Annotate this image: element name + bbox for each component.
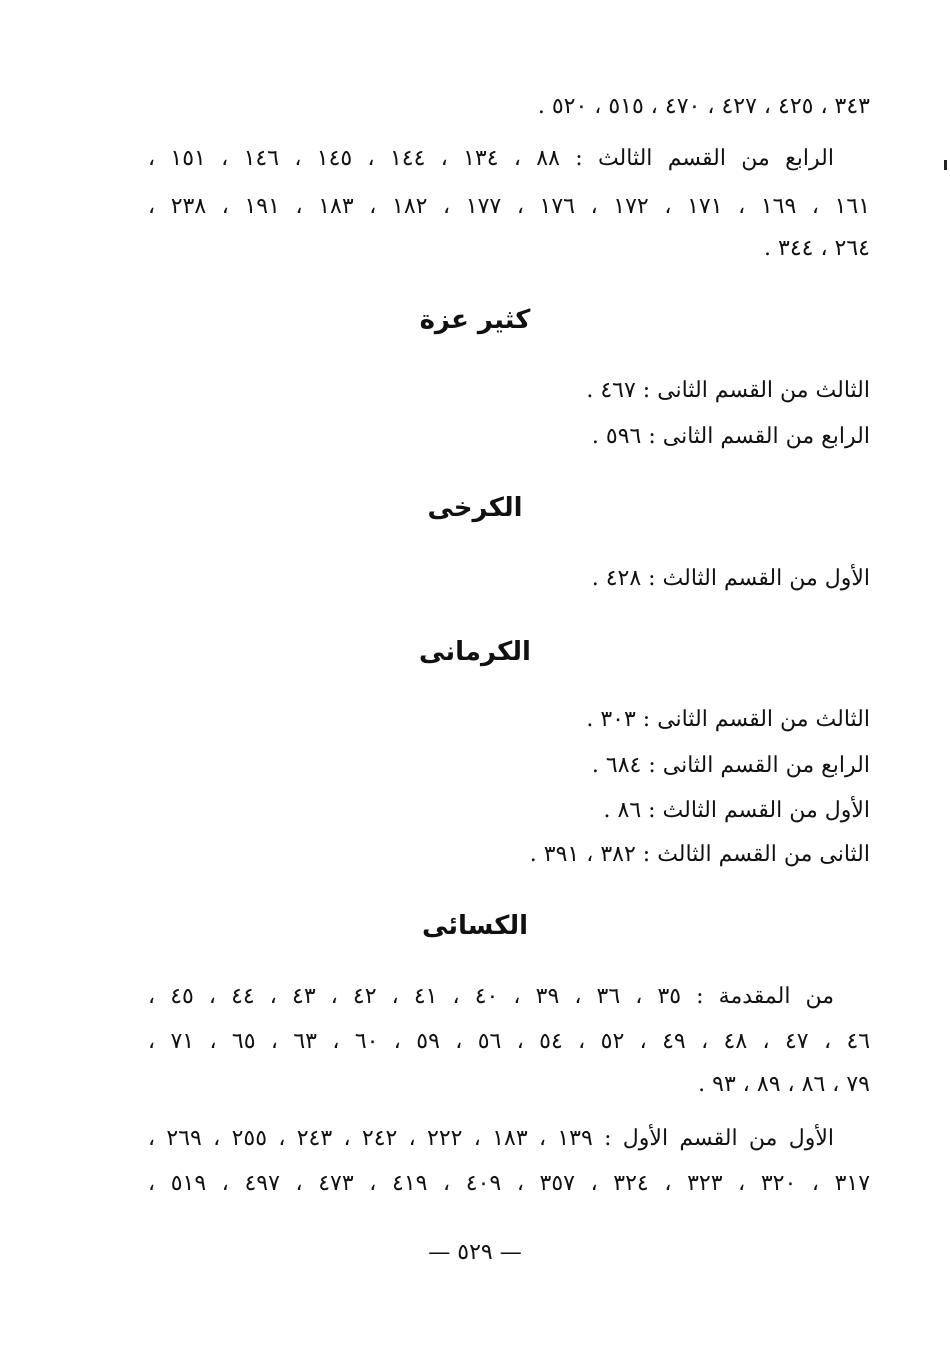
page-number: — ٥٢٩ — [428, 1240, 522, 1265]
index-line: الرابع من القسم الثانى : ٥٩٦ . [591, 424, 870, 449]
section-heading: كثير عزة [419, 305, 531, 335]
index-line: ١٦١ ، ١٦٩ ، ١٧١ ، ١٧٢ ، ١٧٦ ، ١٧٧ ، ١٨٢ ، ١٨٣ ، ١٩١ ، ٢٣٨ ، [148, 194, 871, 219]
index-line: ٣١٧ ، ٣٢٠ ، ٣٢٣ ، ٣٢٤ ، ٣٥٧ ، ٤٠٩ ، ٤١٩ ، ٤٧٣ ، ٤٩٧ ، ٥١٩ ، [148, 1171, 871, 1196]
index-line: الأول من القسم الأول : ١٣٩ ، ١٨٣ ، ٢٢٢ ، ٢٤٢ ، ٢٤٣ ، ٢٥٥ ، ٢٦٩ ، [148, 1126, 834, 1151]
section-heading: الكرخى [427, 493, 523, 523]
scan-speck [944, 160, 947, 170]
section-heading: الكسائى [421, 911, 529, 941]
index-line: الثانى من القسم الثالث : ٣٨٢ ، ٣٩١ . [529, 842, 870, 867]
index-line: الأول من القسم الثالث : ٤٢٨ . [591, 566, 870, 591]
index-line: الرابع من القسم الثالث : ٨٨ ، ١٣٤ ، ١٤٤ ، ١٤٥ ، ١٤٦ ، ١٥١ ، [148, 146, 834, 171]
index-line: الرابع من القسم الثانى : ٦٨٤ . [591, 753, 870, 778]
index-line: ٢٦٤ ، ٣٤٤ . [764, 236, 870, 261]
index-line: ٤٦ ، ٤٧ ، ٤٨ ، ٤٩ ، ٥٢ ، ٥٤ ، ٥٦ ، ٥٩ ، ٦٠ ، ٦٣ ، ٦٥ ، ٧١ ، [148, 1029, 871, 1054]
index-line: الأول من القسم الثالث : ٨٦ . [603, 798, 870, 823]
index-line: الثالث من القسم الثانى : ٣٠٣ . [586, 707, 870, 732]
index-line: ٧٩ ، ٨٦ ، ٨٩ ، ٩٣ . [698, 1072, 870, 1097]
index-line: من المقدمة : ٣٥ ، ٣٦ ، ٣٩ ، ٤٠ ، ٤١ ، ٤٢ ، ٤٣ ، ٤٤ ، ٤٥ ، [148, 984, 835, 1009]
index-line: ٣٤٣ ، ٤٢٥ ، ٤٢٧ ، ٤٧٠ ، ٥١٥ ، ٥٢٠ . [537, 94, 870, 119]
section-heading: الكرمانى [419, 637, 531, 667]
index-line: الثالث من القسم الثانى : ٤٦٧ . [586, 378, 870, 403]
